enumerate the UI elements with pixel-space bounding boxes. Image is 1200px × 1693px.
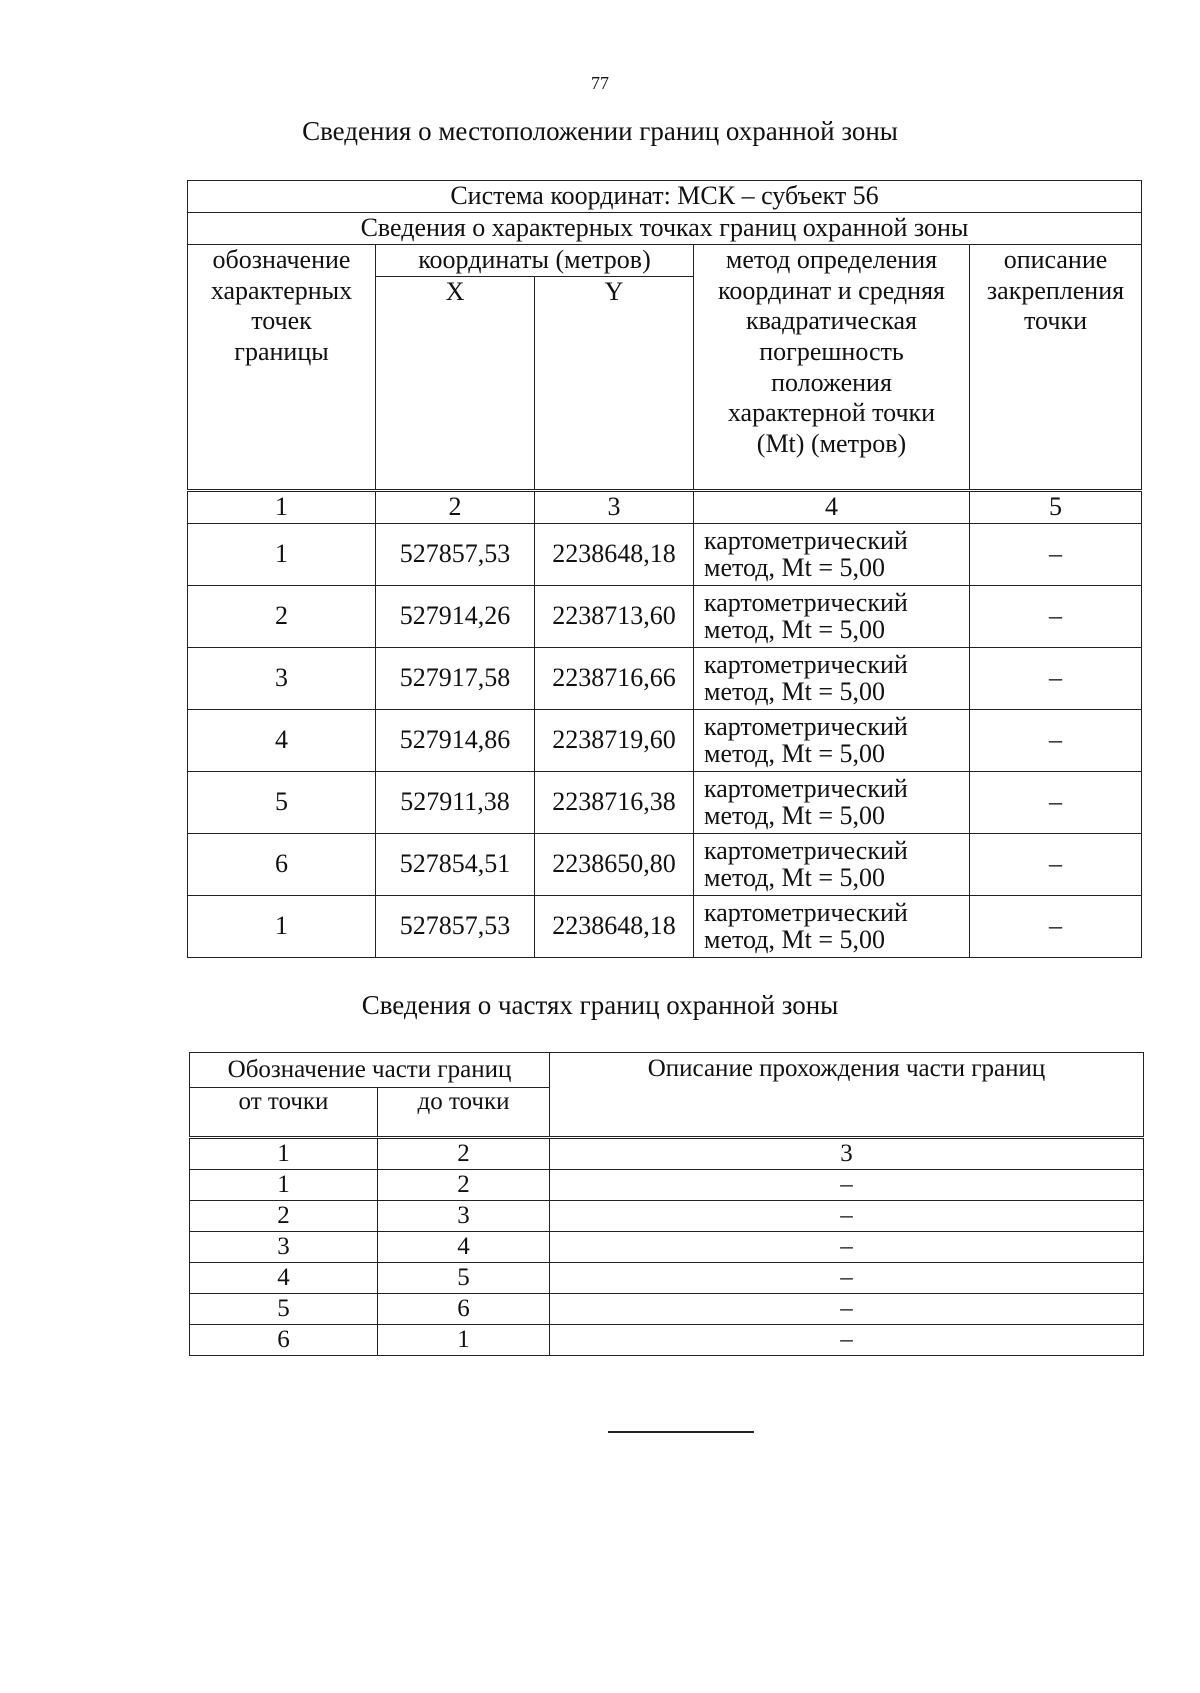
header-coordinates: координаты (метров) [376, 245, 694, 277]
fixing-description: – [970, 585, 1142, 647]
table-row [188, 523, 1142, 585]
y-value: 2238650,80 [535, 833, 694, 895]
part-description: – [550, 1325, 1144, 1356]
from-point: 5 [190, 1294, 378, 1325]
header-method: метод определения координат и средняя квадратическая погрешность положения характерной точки (Mt) (метров) [694, 245, 970, 491]
column-number: 3 [535, 491, 694, 524]
x-value: 527914,26 [376, 585, 535, 647]
column-number: 1 [188, 491, 376, 524]
point-id: 1 [188, 895, 376, 957]
y-value: 2238716,66 [535, 647, 694, 709]
table-row [188, 833, 1142, 895]
column-number: 4 [694, 491, 970, 524]
header-x: X [376, 277, 535, 491]
to-point: 3 [378, 1201, 550, 1232]
header-from-point: от точки [190, 1088, 378, 1138]
method-cell: картометрический метод, Mt = 5,00 [694, 771, 970, 833]
method-cell: картометрический метод, Mt = 5,00 [694, 709, 970, 771]
method-cell: картометрический метод, Mt = 5,00 [694, 647, 970, 709]
from-point: 3 [190, 1232, 378, 1263]
column-number: 1 [190, 1138, 378, 1170]
table-row [188, 709, 1142, 771]
x-value: 527917,58 [376, 647, 535, 709]
to-point: 5 [378, 1263, 550, 1294]
table-row [190, 1294, 1144, 1325]
header-y: Y [535, 277, 694, 491]
from-point: 6 [190, 1325, 378, 1356]
method-cell: картометрический метод, Mt = 5,00 [694, 523, 970, 585]
y-value: 2238719,60 [535, 709, 694, 771]
section-title-boundary-location: Сведения о местоположении границ охранной зоны [302, 116, 898, 146]
end-divider [608, 1431, 754, 1433]
fixing-description: – [970, 833, 1142, 895]
from-point: 4 [190, 1263, 378, 1294]
y-value: 2238713,60 [535, 585, 694, 647]
point-id: 5 [188, 771, 376, 833]
method-cell: картометрический метод, Mt = 5,00 [694, 585, 970, 647]
fixing-description: – [970, 647, 1142, 709]
table-row [190, 1232, 1144, 1263]
from-point: 2 [190, 1201, 378, 1232]
header-part-designation: Обозначение части границ [190, 1053, 550, 1088]
part-description: – [550, 1201, 1144, 1232]
to-point: 4 [378, 1232, 550, 1263]
from-point: 1 [190, 1170, 378, 1201]
part-description: – [550, 1263, 1144, 1294]
x-value: 527857,53 [376, 523, 535, 585]
part-description: – [550, 1232, 1144, 1263]
coordinate-system-label: Система координат: МСК – субъект 56 [188, 181, 1142, 213]
point-id: 2 [188, 585, 376, 647]
to-point: 6 [378, 1294, 550, 1325]
column-number: 2 [376, 491, 535, 524]
header-point-designation: обозначение характерных точек границы [188, 245, 376, 491]
method-cell: картометрический метод, Mt = 5,00 [694, 895, 970, 957]
y-value: 2238648,18 [535, 895, 694, 957]
table-row [190, 1325, 1144, 1356]
y-value: 2238716,38 [535, 771, 694, 833]
point-id: 6 [188, 833, 376, 895]
column-numbers-row [190, 1138, 1144, 1170]
column-numbers-row [188, 491, 1142, 524]
fixing-description: – [970, 523, 1142, 585]
column-number: 5 [970, 491, 1142, 524]
table-row [190, 1263, 1144, 1294]
part-description: – [550, 1170, 1144, 1201]
point-id: 3 [188, 647, 376, 709]
section-title-boundary-parts: Сведения о частях границ охранной зоны [361, 990, 839, 1020]
column-number: 2 [378, 1138, 550, 1170]
fixing-description: – [970, 709, 1142, 771]
fixing-description: – [970, 771, 1142, 833]
page-number: 77 [591, 73, 609, 93]
method-cell: картометрический метод, Mt = 5,00 [694, 833, 970, 895]
table-row [188, 585, 1142, 647]
table-row [188, 895, 1142, 957]
coordinates-table [187, 180, 1142, 958]
to-point: 2 [378, 1170, 550, 1201]
header-to-point: до точки [378, 1088, 550, 1138]
fixing-description: – [970, 895, 1142, 957]
points-caption: Сведения о характерных точках границ охранной зоны [188, 213, 1142, 245]
point-id: 4 [188, 709, 376, 771]
table-row [188, 647, 1142, 709]
boundary-parts-table [189, 1052, 1144, 1356]
x-value: 527914,86 [376, 709, 535, 771]
x-value: 527911,38 [376, 771, 535, 833]
table-row [190, 1170, 1144, 1201]
to-point: 1 [378, 1325, 550, 1356]
table-row [188, 771, 1142, 833]
column-number: 3 [550, 1138, 1144, 1170]
y-value: 2238648,18 [535, 523, 694, 585]
x-value: 527854,51 [376, 833, 535, 895]
x-value: 527857,53 [376, 895, 535, 957]
header-part-description: Описание прохождения части границ [550, 1053, 1144, 1138]
point-id: 1 [188, 523, 376, 585]
table-row [190, 1201, 1144, 1232]
part-description: – [550, 1294, 1144, 1325]
header-fixing-description: описание закрепления точки [970, 245, 1142, 491]
